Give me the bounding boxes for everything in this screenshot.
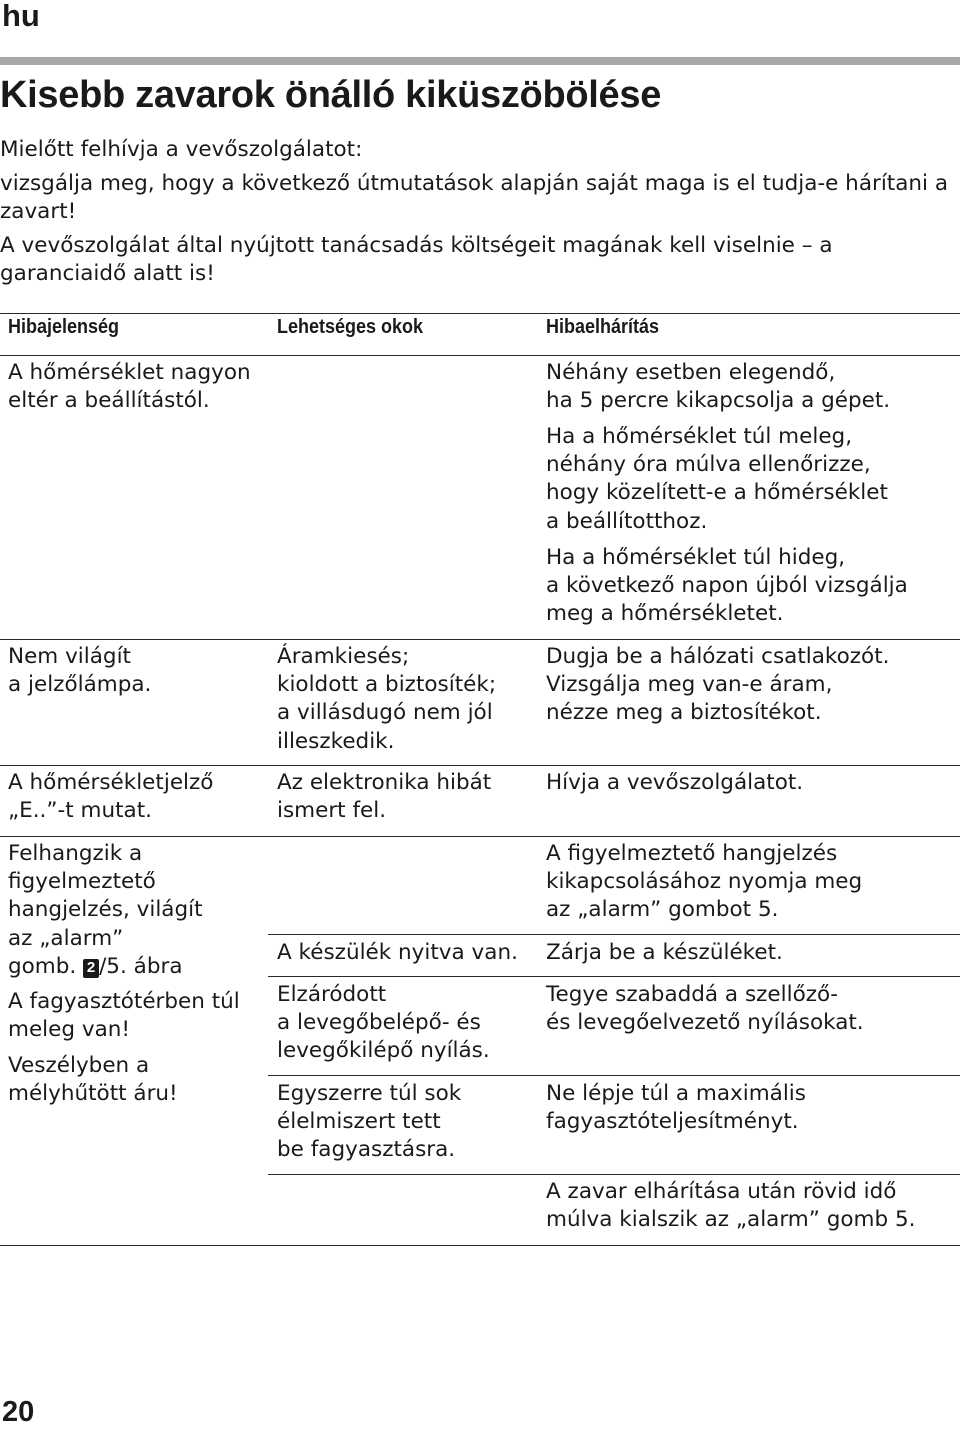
row-4-remedy-a: A figyelmeztető hangjelzés kikapcsolásához nyomja meg az „alarm” gombot 5. xyxy=(546,841,863,923)
row-3-bottom-rule xyxy=(0,836,960,837)
top-divider-bar xyxy=(0,57,960,65)
row-1-remedy-a: Néhány esetben elegendő, ha 5 percre kikapcsolja a gépet. xyxy=(546,360,891,414)
row-4-remedy-e: A zavar elhárítása után rövid idő múlva kialszik az „alarm” gomb 5. xyxy=(546,1179,916,1233)
row-4-figure-ref: /5. ábra xyxy=(99,953,183,979)
column-header-cause: Lehetséges okok xyxy=(277,316,424,338)
figure-number-badge: 2 xyxy=(83,959,99,978)
row-4-remedy-b: Zárja be a készüléket. xyxy=(546,940,783,965)
row-2-remedy: Dugja be a hálózati csatlakozót. Vizsgálja meg van-e áram, nézze meg a biztosítékot. xyxy=(546,644,890,726)
page-title: Kisebb zavarok önálló kiküszöbölése xyxy=(0,74,662,116)
row-2-symptom: Nem világít a jelzőlámpa. xyxy=(8,644,152,698)
row-4-cause-b: A készülék nyitva van. xyxy=(277,940,518,965)
row-4-cause-d: Egyszerre túl sok élelmiszert tett be fagyasztásra. xyxy=(277,1081,462,1163)
row-4-symptom-b: A fagyasztótérben túl meleg van! xyxy=(8,989,240,1043)
sub-rule-3 xyxy=(268,1075,960,1076)
sub-rule-4 xyxy=(268,1174,960,1175)
row-4-symptom xyxy=(8,840,263,981)
sub-rule-2 xyxy=(268,976,960,977)
language-code: hu xyxy=(2,0,40,33)
page-number: 20 xyxy=(2,1396,35,1428)
row-2-cause: Áramkiesés; kioldott a biztosíték; a villásdugó nem jól illeszkedik. xyxy=(277,644,497,754)
row-4-remedy-c: Tegye szabaddá a szellőző- és levegőelvezető nyílásokat. xyxy=(546,982,864,1036)
row-3-remedy: Hívja a vevőszolgálatot. xyxy=(546,770,804,795)
row-1-bottom-rule xyxy=(0,639,960,640)
intro-line-3: A vevőszolgálat által nyújtott tanácsadás költségeit magának kell viselnie – a garanciaidő alatt is! xyxy=(0,232,833,286)
table-bottom-rule xyxy=(0,1245,960,1246)
row-2-bottom-rule xyxy=(0,765,960,766)
intro-line-2: vizsgálja meg, hogy a következő útmutatások alapján saját maga is el tudja-e hárítani a zavart! xyxy=(0,170,949,224)
row-4-symptom-c: Veszélyben a mélyhűtött áru! xyxy=(8,1053,178,1107)
row-3-cause: Az elektronika hibát ismert fel. xyxy=(277,770,492,824)
intro-line-1: Mielőtt felhívja a vevőszolgálatot: xyxy=(0,137,363,162)
column-header-remedy: Hibaelhárítás xyxy=(546,316,660,338)
row-1-symptom: A hőmérséklet nagyon eltér a beállítástól. xyxy=(8,360,251,414)
header-bottom-rule xyxy=(0,355,960,356)
row-1-remedy-c: Ha a hőmérséklet túl hideg, a következő napon újból vizsgálja meg a hőmérsékletet. xyxy=(546,545,908,627)
intro-text xyxy=(0,136,960,289)
column-header-symptom: Hibajelenség xyxy=(8,316,120,338)
sub-rule-1 xyxy=(268,934,960,935)
row-4-remedy-d: Ne lépje túl a maximális fagyasztóteljesítményt. xyxy=(546,1081,806,1135)
row-4-cause-c: Elzáródott a levegőbelépő- és levegőkilépő nyílás. xyxy=(277,982,490,1064)
row-1-remedy-b: Ha a hőmérséklet túl meleg, néhány óra múlva ellenőrizze, hogy közelített-e a hőmérséklet a beállítotthoz. xyxy=(546,424,888,534)
table-top-rule xyxy=(0,313,960,314)
row-3-symptom: A hőmérsékletjelző „E..”-t mutat. xyxy=(8,770,214,824)
row-4-symptom-text: Felhangzik a figyelmeztető hangjelzés, világít az „alarm” gomb. xyxy=(8,841,203,979)
